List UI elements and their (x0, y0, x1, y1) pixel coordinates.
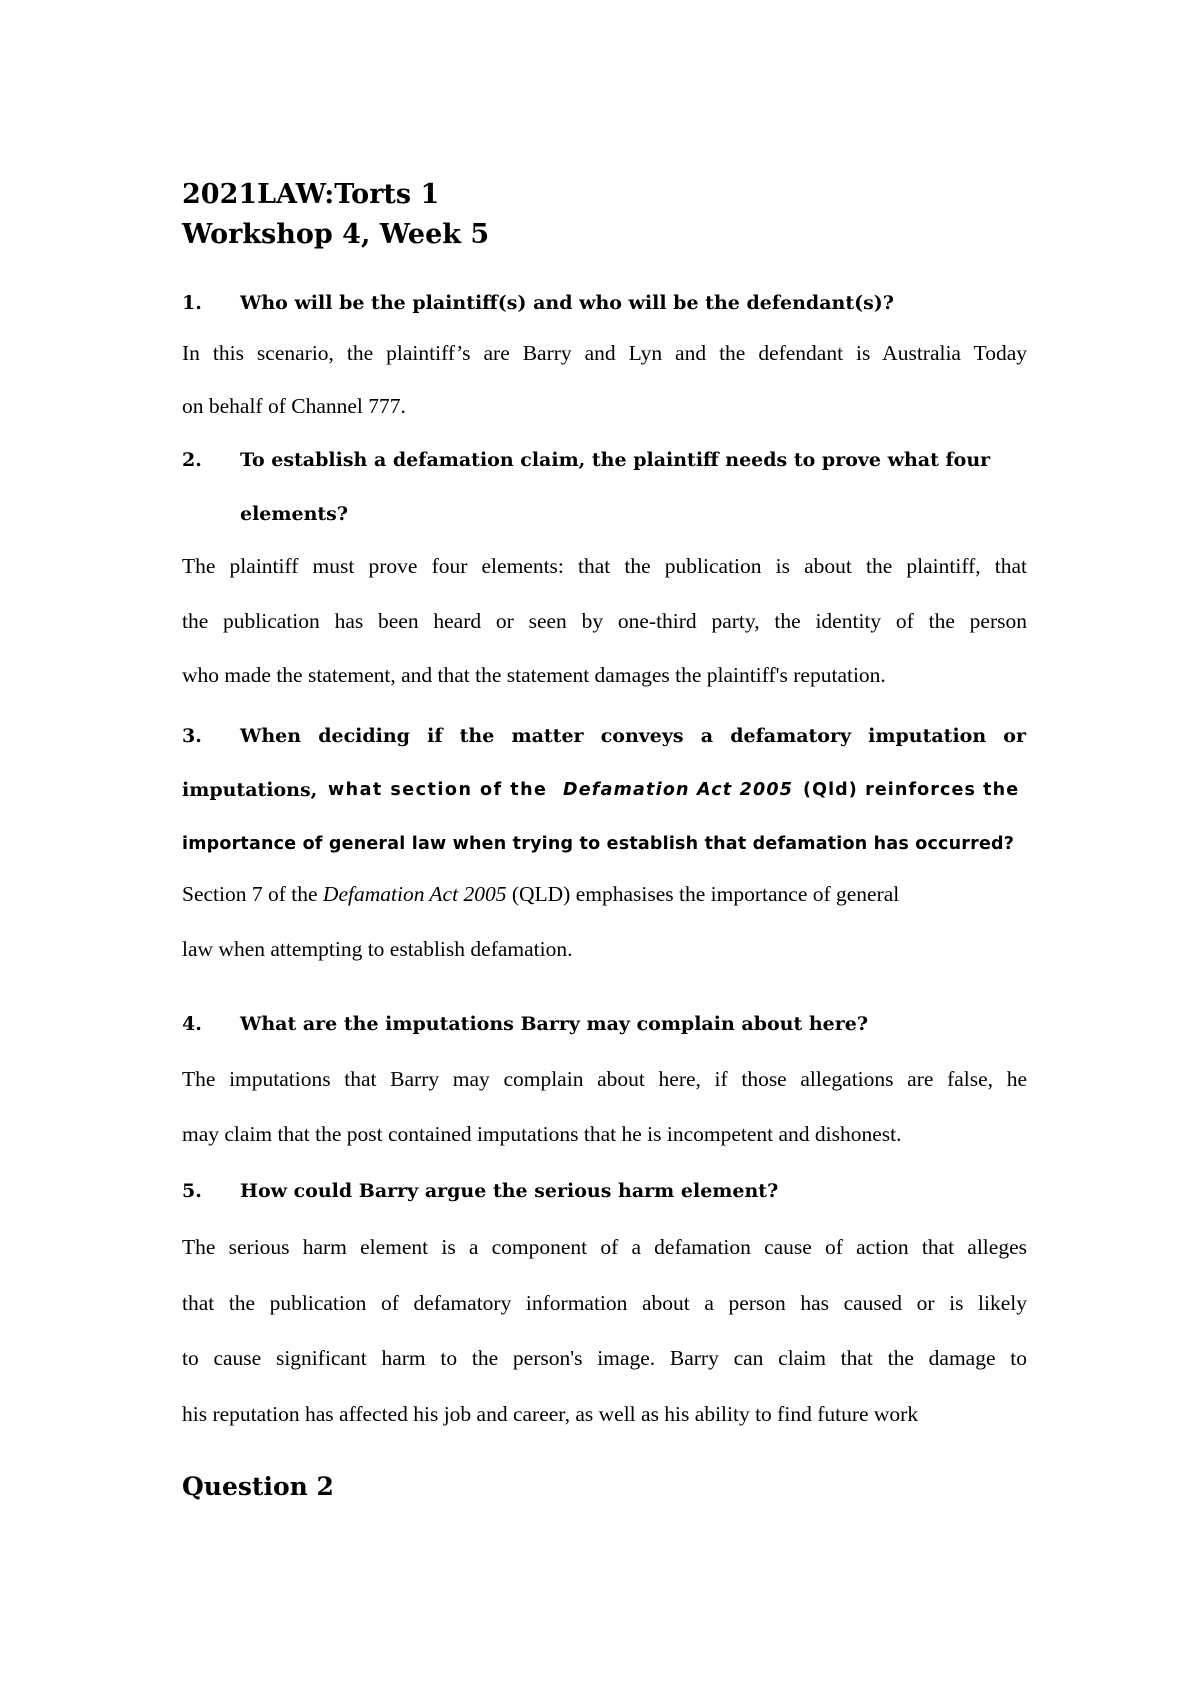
question-3-text-line-2-end: (Qld) reinforces the (803, 780, 1020, 800)
answer-3-act-title: Defamation Act 2005 (322, 882, 507, 906)
question-1-number: 1. (182, 292, 202, 314)
answer-1-line-1: In this scenario, the plaintiff’s are Barry and Lyn and the defendant is Australia Today (182, 341, 1027, 365)
answer-5-line-1: The serious harm element is a component of a defamation cause of action that alleges (182, 1235, 1027, 1259)
question-5-text: How could Barry argue the serious harm element? (240, 1180, 779, 1202)
answer-3-line-1-end: (QLD) emphasises the importance of general (511, 882, 900, 906)
question-3-text-line-3: importance of general law when trying to establish that defamation has occurred? (182, 834, 1015, 854)
question-1-text: Who will be the plaintiff(s) and who will be the defendant(s)? (240, 292, 894, 314)
answer-1-line-2: on behalf of Channel 777. (182, 394, 406, 418)
answer-4-line-1: The imputations that Barry may complain about here, if those allegations are false, he (182, 1067, 1027, 1091)
question-3-text-line-2-mid: what section of the (328, 780, 548, 800)
question-2-text-line-1: To establish a defamation claim, the plaintiff needs to prove what four (240, 449, 991, 471)
answer-5-line-2: that the publication of defamatory information about a person has caused or is likely (182, 1291, 1027, 1315)
answer-3-line-1 (182, 881, 1027, 907)
answer-5-line-4: his reputation has affected his job and career, as well as his ability to find future work (182, 1402, 919, 1426)
question-2-number: 2. (182, 449, 202, 471)
question-3-text-line-1: When deciding if the matter conveys a defamatory imputation or (240, 725, 1026, 747)
answer-3-line-2: law when attempting to establish defamation. (182, 937, 573, 961)
question-3-act-title: Defamation Act 2005 (563, 780, 794, 800)
answer-2-line-2: the publication has been heard or seen by one-third party, the identity of the person (182, 609, 1027, 633)
question-4-text: What are the imputations Barry may complain about here? (240, 1013, 869, 1035)
answer-3-line-1-start: Section 7 of the (182, 882, 318, 906)
question-2-text-line-2: elements? (240, 503, 349, 525)
question-3-number: 3. (182, 725, 202, 747)
question-3-text-line-2-start: imputations, (182, 779, 318, 801)
document-title: 2021LAW:Torts 1 (182, 179, 440, 210)
document-subtitle: Workshop 4, Week 5 (182, 219, 490, 250)
question-4-number: 4. (182, 1013, 202, 1035)
answer-4-line-2: may claim that the post contained imputations that he is incompetent and dishonest. (182, 1122, 902, 1146)
section-heading: Question 2 (182, 1472, 334, 1501)
answer-2-line-1: The plaintiff must prove four elements: that the publication is about the plaintiff, that (182, 554, 1027, 578)
answer-5-line-3: to cause significant harm to the person's image. Barry can claim that the damage to (182, 1346, 1027, 1370)
question-5-number: 5. (182, 1180, 202, 1202)
answer-2-line-3: who made the statement, and that the statement damages the plaintiff's reputation. (182, 663, 886, 687)
